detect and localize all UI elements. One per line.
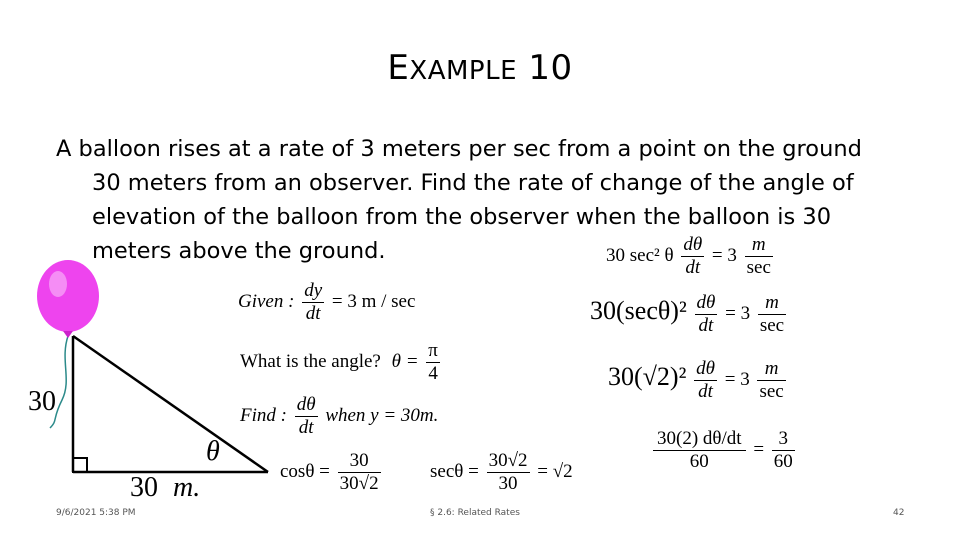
- step-equation-2: 30(secθ)² $\frac{d\theta}{dt}$ = 3 $\frac{m}{\sec}$: [590, 292, 785, 336]
- balloon: [37, 260, 99, 332]
- footer-page-number: 42: [893, 508, 905, 518]
- step-equation-1: 30 sec² θ $\frac{d\theta}{dt}$ = 3 $\frac{m}{\sec}$: [606, 234, 771, 278]
- dtheta-dt-fraction: $\frac{d\theta}{dt}$: [296, 394, 316, 438]
- footer-section: § 2.6: Related Rates: [430, 508, 520, 518]
- problem-line: A balloon rises at a rate of 3 meters per sec from a point on the ground: [56, 136, 862, 162]
- footer-date: 9/6/2021 5:38 PM: [56, 508, 136, 518]
- problem-line: 30 meters from an observer. Find the rate of change of the angle of: [92, 170, 854, 196]
- sec-fraction: $\frac{30√2}{30}$: [488, 450, 528, 494]
- right-angle-marker: [73, 458, 87, 472]
- angle-question: What is the angle? θ = $\frac{\pi}{4}$: [240, 340, 438, 384]
- find-statement: Find : $\frac{d\theta}{dt}$ when y = 30m.: [240, 394, 439, 438]
- final-left-fraction: $\frac{30(2) d\theta/dt}{60}$: [653, 428, 746, 473]
- triangle-hypotenuse: [73, 336, 268, 472]
- cosine-equation: cosθ = $\frac{30}{30√2}$: [280, 450, 379, 494]
- height-label: 30: [28, 386, 56, 417]
- base-label: 30 m.: [130, 472, 201, 503]
- cos-fraction: $\frac{30}{30√2}$: [339, 450, 379, 494]
- given-equation: Given : $\frac{dy}{dt}$ = 3 m / sec: [238, 280, 416, 324]
- balloon-highlight: [49, 271, 67, 297]
- dy-dt-fraction: $\frac{dy}{dt}$: [304, 280, 323, 324]
- problem-line: elevation of the balloon from the observer when the balloon is 30: [92, 204, 832, 230]
- problem-line: meters above the ground.: [92, 238, 386, 264]
- secant-equation: secθ = $\frac{30√2}{30}$ = √2: [430, 450, 573, 494]
- final-right-fraction: $\frac{3}{60}$: [773, 428, 793, 472]
- step-equation-3: 30(√2)² $\frac{d\theta}{dt}$ = 3 $\frac{m}{\sec}$: [608, 358, 784, 402]
- title-number: 10: [528, 48, 573, 88]
- angle-label: θ: [206, 436, 220, 467]
- final-equation: $\frac{30(2) d\theta/dt}{60}$ = $\frac{3}{60}$: [650, 428, 798, 473]
- pi-over-4-fraction: $\frac{\pi}{4}$: [428, 340, 438, 384]
- title-rest: XAMPLE: [409, 56, 518, 86]
- balloon-knot: [63, 331, 73, 338]
- title-first-letter: E: [387, 48, 410, 88]
